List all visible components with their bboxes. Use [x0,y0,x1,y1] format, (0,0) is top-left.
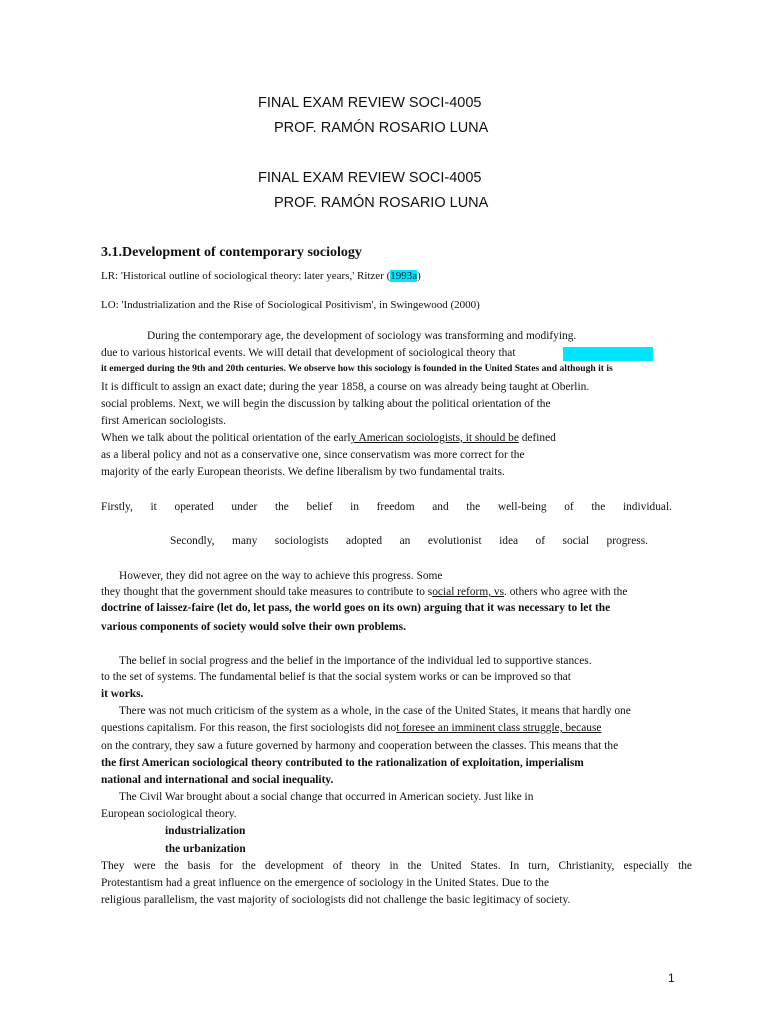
para2-line1-c: defined [518,432,556,444]
para4: Secondly, many sociologists adopted an evolutionist idea of social progress. [170,535,648,547]
para6-line1: The belief in social progress and the belief in the importance of the individual led to supportive stances. [119,655,592,667]
para5-line2 [101,586,627,598]
header-title-1: FINAL EXAM REVIEW SOCI-4005 [258,95,482,111]
header-title-2: FINAL EXAM REVIEW SOCI-4005 [258,170,482,186]
reading-lo: LO: 'Industrialization and the Rise of Sociological Positivism', in Swingewood (2000) [101,299,480,311]
para9-line1: They were the basis for the development of theory in the United States. In turn, Christianity, especially the [101,860,692,872]
para7-line2 [101,722,601,734]
para9-line3: religious parallelism, the vast majority of sociologists did not challenge the basic legitimacy of society. [101,894,571,906]
para7-line2-a: questions capitalism. For this reason, the first sociologists did no [101,722,397,734]
para6-line2: to the set of systems. The fundamental belief is that the social system works or can be improved so that [101,671,571,683]
para2-line1-a: When we talk about the political orientation of the earl [101,432,351,444]
para2-line1-underlined: y American sociologists, it should be [350,432,519,444]
para7-line2-underlined: t foresee an imminent class struggle, because [396,722,602,734]
section-title: 3.1.Development of contemporary sociology [101,245,362,260]
para8-line1: The Civil War brought about a social change that occurred in American society. Just like in [119,791,534,803]
para1-line3: it emerged during the 9th and 20th centuries. We observe how this sociology is founded in the United States and although it is [101,363,613,374]
reading-lr-prefix: LR: 'Historical outline of sociological theory: later years,' Ritzer ( [101,270,391,282]
reading-lr [101,270,421,282]
para7-line1: There was not much criticism of the system as a whole, in the case of the United States, it means that hardly one [119,705,631,717]
para1-line4: It is difficult to assign an exact date; during the year 1858, a course on was already being taught at Oberlin. [101,381,590,393]
para5-line4: various components of society would solve their own problems. [101,621,406,633]
para2-line2: as a liberal policy and not as a conservative one, since conservatism was more correct for the [101,449,525,461]
para7-line3: on the contrary, they saw a future governed by harmony and cooperation between the classes. This means that the [101,740,619,752]
para1-line2: due to various historical events. We will detail that development of sociological theory that [101,347,516,359]
para5-line1: However, they did not agree on the way to achieve this progress. Some [119,570,443,582]
page-number: 1 [668,971,675,985]
para2-line3: majority of the early European theorists. We define liberalism by two fundamental traits. [101,466,505,478]
reading-lr-suffix: ) [417,270,421,282]
para3: Firstly, it operated under the belief in freedom and the well-being of the individual. [101,501,672,513]
para6-line3: it works. [101,688,144,700]
header-professor-2: PROF. RAMÓN ROSARIO LUNA [274,195,489,211]
para8-line2: European sociological theory. [101,808,237,820]
bullet-item-urbanization: the urbanization [165,843,246,855]
para7-line4: the first American sociological theory contributed to the rationalization of exploitation, imperialism [101,757,584,769]
para5-line2-a: they thought that the government should take measures to contribute to s [101,586,433,598]
reading-lr-highlight: 1993a [390,270,418,282]
para1-line5: social problems. Next, we will begin the discussion by talking about the political orientation of the [101,398,551,410]
para7-line5: national and international and social inequality. [101,774,334,786]
bullet-item-industrialization: industrialization [165,825,246,837]
para5-line2-underlined: ocial reform, vs [432,586,505,598]
highlight-block [563,347,653,361]
para9-line2: Protestantism had a great influence on the emergence of sociology in the United States. Due to the [101,877,550,889]
para5-line2-c: . others who agree with the [504,586,628,598]
para1-line6: first American sociologists. [101,415,226,427]
header-professor-1: PROF. RAMÓN ROSARIO LUNA [274,120,489,136]
para1-line1: During the contemporary age, the development of sociology was transforming and modifying. [147,330,577,342]
para2-line1 [101,432,556,444]
para5-line3: doctrine of laissez-faire (let do, let pass, the world goes on its own) arguing that it was necessary to let the [101,602,611,614]
